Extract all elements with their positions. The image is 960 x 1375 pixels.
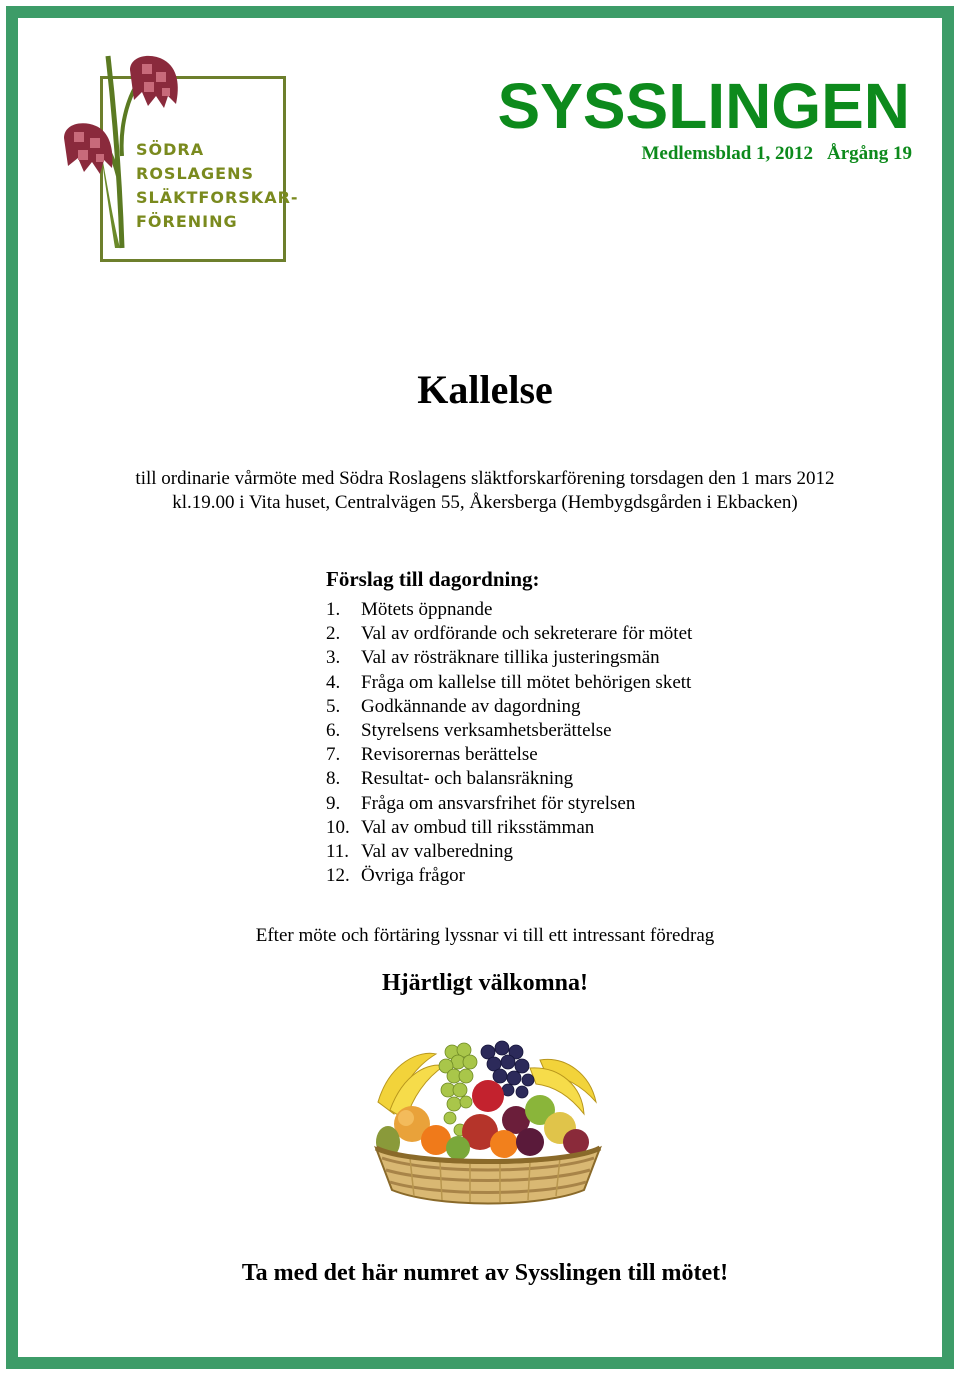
agenda-item [326, 792, 692, 816]
agenda-item-number: 8. [326, 768, 341, 790]
agenda-item [326, 719, 692, 743]
logo-line-3: SLÄKTFORSKAR- [136, 188, 299, 207]
agenda-item-number: 5. [326, 695, 341, 717]
association-logo [60, 26, 299, 268]
newsletter-title: SYSSLINGEN [497, 70, 910, 142]
logo-text [136, 138, 299, 234]
agenda-item-text: Övriga frågor [361, 865, 465, 887]
agenda-item-text: Mötets öppnande [361, 599, 493, 620]
issue-info [641, 143, 912, 165]
agenda-item [326, 695, 692, 719]
agenda-item-text: Val av ombud till riksstämman [361, 816, 595, 838]
agenda-item-number: 10. [326, 816, 350, 838]
agenda-item-text: Godkännande av dagordning [361, 695, 581, 717]
agenda-item-number: 11. [326, 841, 350, 863]
agenda-item-number: 12. [326, 865, 350, 887]
agenda-heading: Förslag till dagordning: [326, 567, 540, 591]
agenda-item-text: Val av valberedning [361, 841, 513, 863]
logo-line-2: ROSLAGENS [136, 164, 254, 183]
logo-line-4: FÖRENING [136, 212, 238, 231]
invitation-text [0, 467, 960, 515]
agenda-item [326, 671, 692, 695]
issue-number: Medlemsblad 1, 2012 [641, 143, 814, 164]
agenda-item-number: 6. [326, 720, 341, 742]
agenda-item-text: Revisorernas berättelse [361, 744, 538, 766]
agenda-item-number: 4. [326, 671, 341, 693]
agenda-item-text: Fråga om kallelse till mötet behörigen skett [361, 671, 692, 693]
agenda-item-text: Styrelsens verksamhetsberättelse [361, 720, 612, 742]
agenda-item-number: 9. [326, 792, 341, 814]
agenda-item-text: Resultat- och balansräkning [361, 768, 574, 790]
volume-year: Årgång 19 [827, 143, 912, 164]
agenda-item-number: 1. [326, 599, 341, 620]
welcome-text: Hjärtligt välkomna! [382, 970, 588, 996]
agenda-item-text: Val av ordförande och sekreterare för mötet [361, 623, 693, 645]
agenda-item [326, 767, 692, 791]
agenda-item [326, 598, 692, 622]
invitation-line-1: till ordinarie vårmöte med Södra Roslagens släktforskarförening torsdagen den 1 mars 2012 [135, 468, 835, 489]
after-meeting-text: Efter möte och förtäring lyssnar vi till ett intressant föredrag [255, 925, 715, 946]
agenda-item-text: Val av rösträknare tillika justeringsmän [361, 647, 660, 669]
agenda-item [326, 743, 692, 767]
closing-text: Ta med det här numret av Sysslingen till mötet! [241, 1260, 729, 1286]
agenda-item [326, 622, 692, 646]
agenda-list [326, 598, 692, 888]
agenda-item-number: 3. [326, 647, 341, 669]
agenda-item [326, 646, 692, 670]
page-title: Kallelse [417, 367, 553, 412]
agenda-item-text: Fråga om ansvarsfrihet för styrelsen [361, 792, 636, 814]
agenda-item [326, 840, 692, 864]
invitation-line-2: kl.19.00 i Vita huset, Centralvägen 55, Åkersberga (Hembygdsgården i Ekbacken) [172, 492, 798, 513]
fruit-basket-image [370, 1032, 605, 1210]
agenda-item-number: 2. [326, 623, 341, 645]
agenda-item-number: 7. [326, 744, 341, 766]
logo-line-1: SÖDRA [136, 140, 205, 159]
agenda-item [326, 816, 692, 840]
agenda-item [326, 864, 692, 888]
